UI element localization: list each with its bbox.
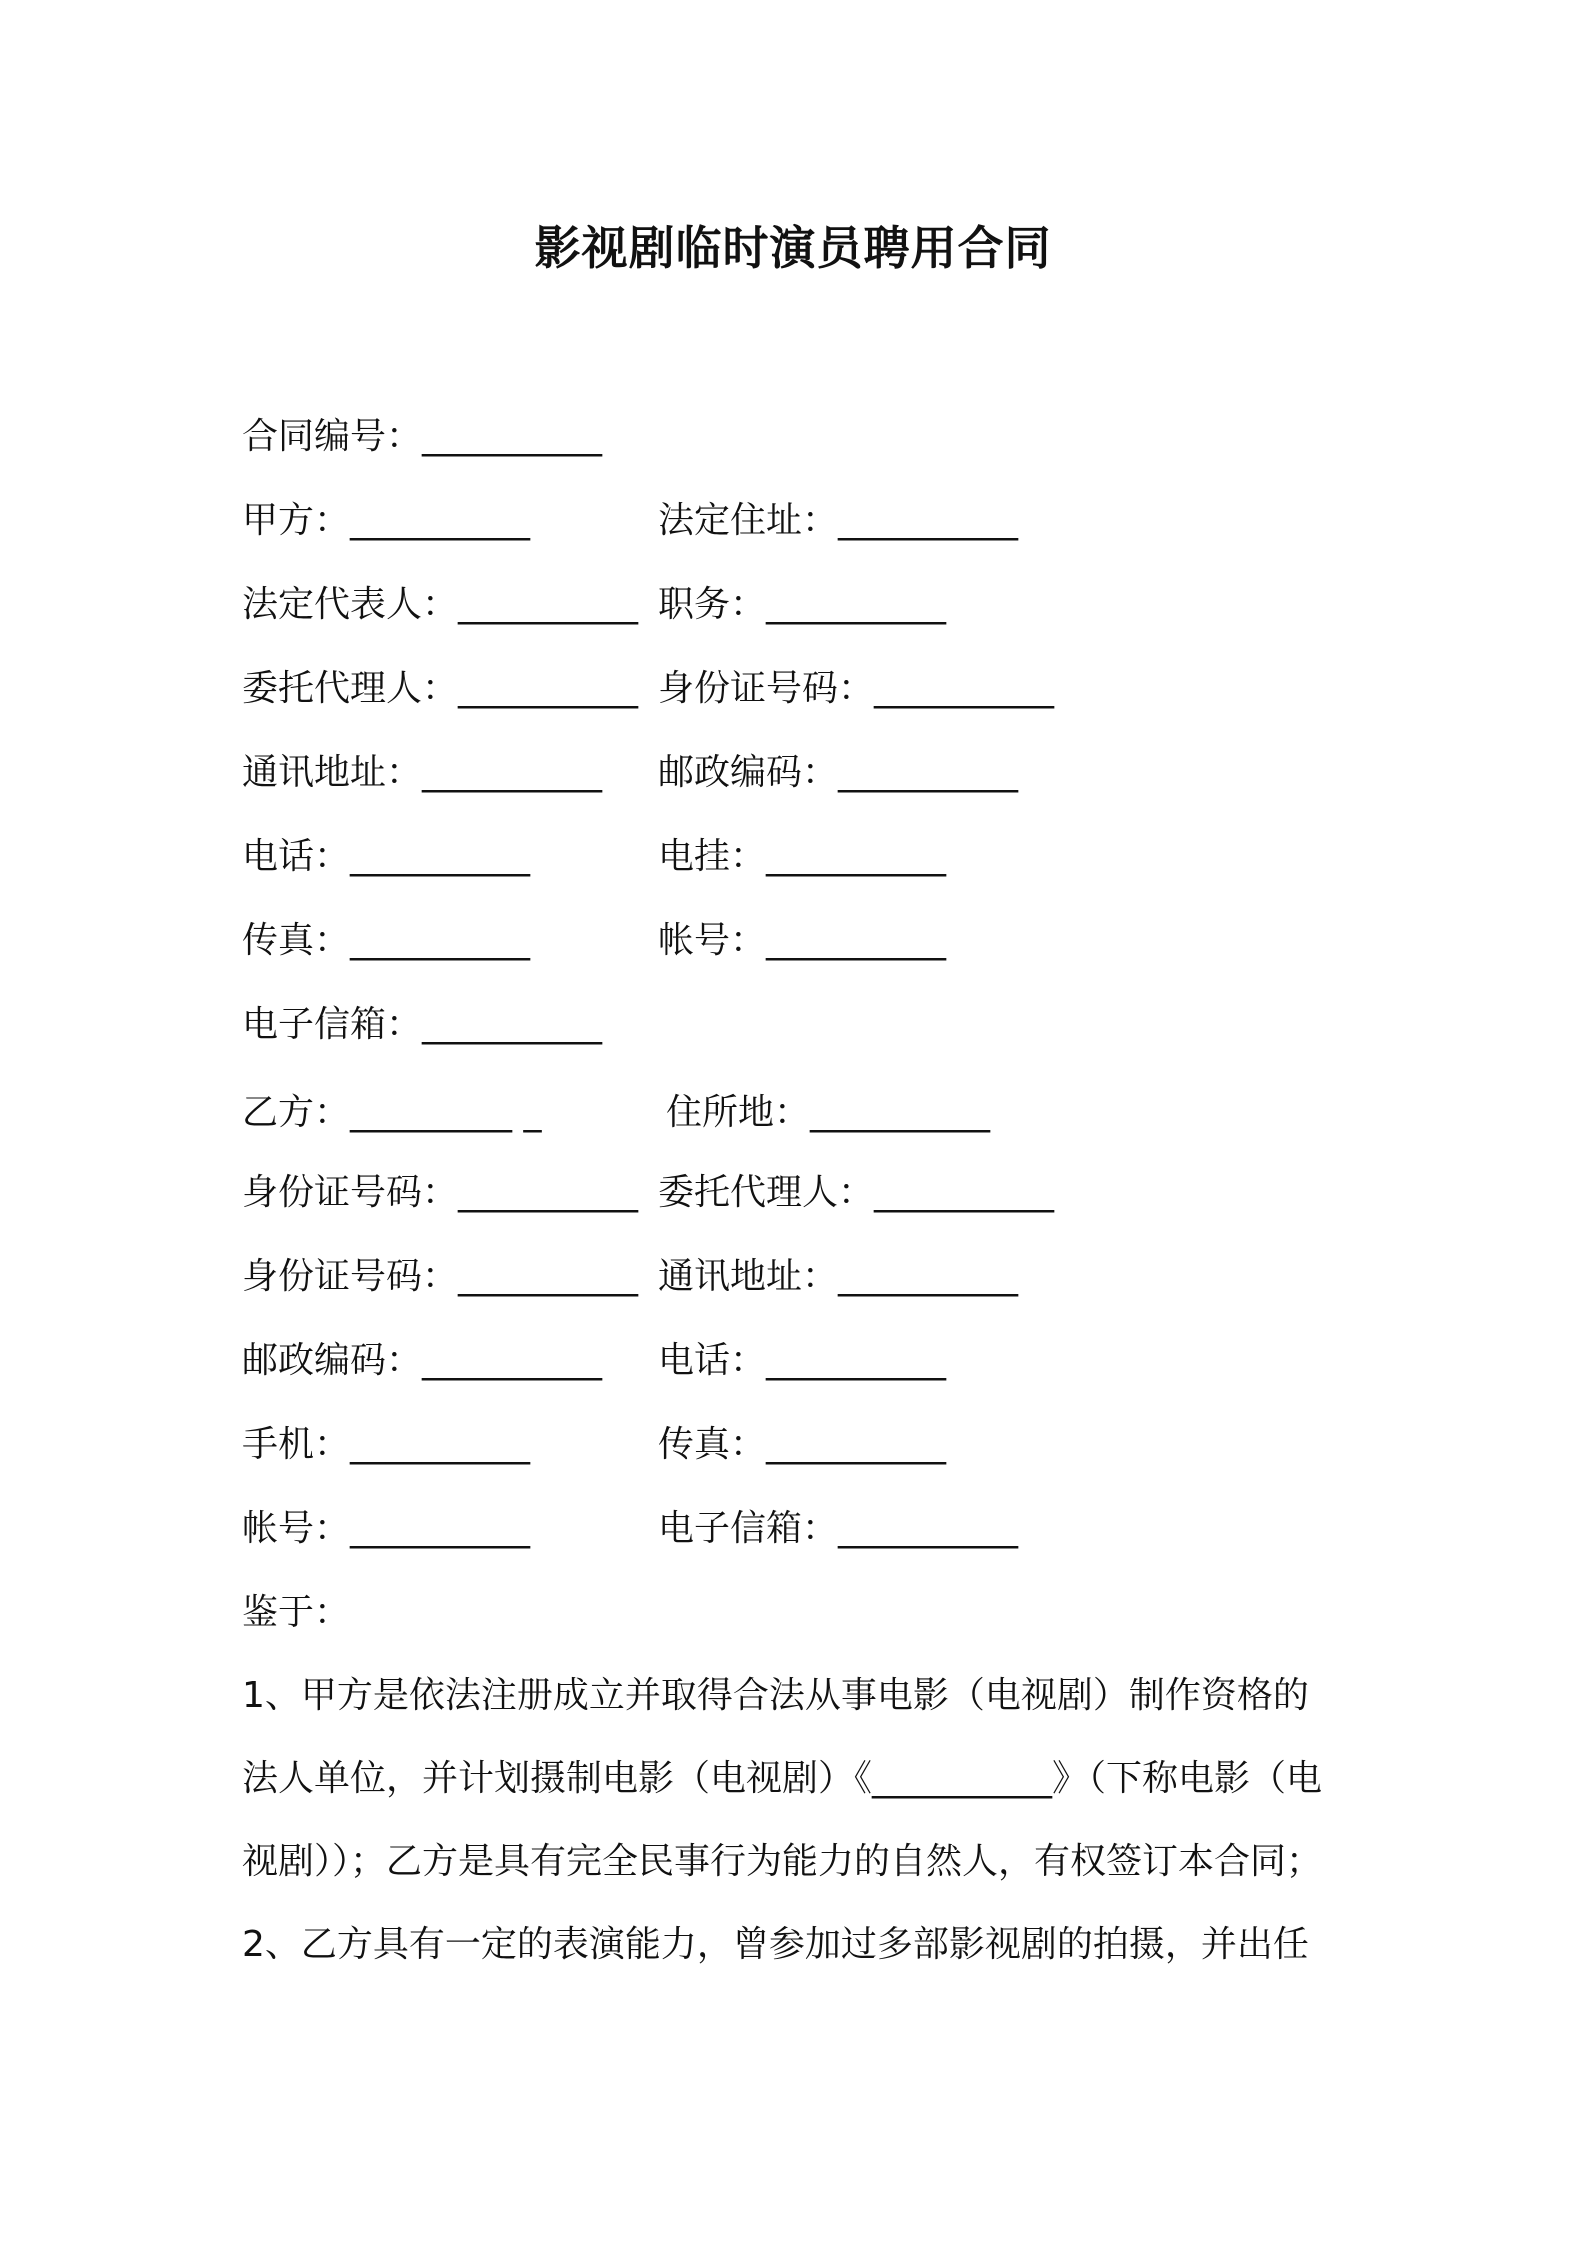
field-position: 职务：__________ [658,584,947,625]
field-postcode-b: 邮政编码：__________ [242,1340,603,1381]
field-row-contract-number [242,412,602,462]
field-row-party-a [242,496,1019,546]
field-account-b: 帐号：__________ [242,1508,531,1549]
field-mail-address-b: 通讯地址：__________ [658,1256,1019,1297]
field-row-fax-a [242,916,947,966]
clause-2-line-1: 2、乙方具有一定的表演能力，曾参加过多部影视剧的拍摄，并出任 [242,1924,1309,1965]
clause-1-line-3: 视剧））；乙方是具有完全民事行为能力的自然人，有权签订本合同； [242,1841,1323,1882]
whereas-label: 鉴于： [242,1592,351,1633]
field-id-number-b-2: 身份证号码：__________ [242,1256,639,1297]
field-residence-b: 住所地：__________ [666,1092,991,1133]
field-row-phone-a [242,832,947,882]
field-account-a: 帐号：__________ [658,920,947,961]
field-email-b: 电子信箱：__________ [658,1508,1019,1549]
field-agent-a: 委托代理人：__________ [242,668,639,709]
field-contract-number: 合同编号：__________ [242,416,603,457]
clause-1-line-1: 1、甲方是依法注册成立并取得合法从事电影（电视剧）制作资格的 [242,1675,1309,1716]
field-telegraph-a: 电挂：__________ [658,836,947,877]
field-fax-a: 传真：__________ [242,920,531,961]
field-mail-address-a: 通讯地址：__________ [242,752,603,793]
field-legal-representative: 法定代表人：__________ [242,584,639,625]
field-party-b: 乙方：_________ _ [242,1092,542,1133]
field-row-mobile-b [242,1420,947,1470]
field-postcode-a: 邮政编码：__________ [658,752,1019,793]
field-row-address-a [242,748,1019,798]
field-agent-b: 委托代理人：__________ [658,1172,1055,1213]
clause-1 [242,1654,1362,1903]
document-title: 影视剧临时演员聘用合同 [534,221,1052,275]
field-phone-b: 电话：__________ [658,1340,947,1381]
field-row-id-b-2 [242,1252,1019,1302]
clause-2 [242,1903,1362,1986]
field-row-email-a [242,1000,602,1050]
field-row-id-b [242,1168,1055,1218]
field-email-a: 电子信箱：__________ [242,1004,603,1045]
field-mobile-b: 手机：__________ [242,1424,531,1465]
field-row-account-b [242,1504,1019,1554]
field-party-a: 甲方：__________ [242,500,531,541]
field-fax-b: 传真：__________ [658,1424,947,1465]
field-phone-a: 电话：__________ [242,836,531,877]
field-legal-address: 法定住址：__________ [658,500,1019,541]
field-row-party-b [242,1088,991,1138]
field-id-number-a: 身份证号码：__________ [658,668,1055,709]
field-id-number-b: 身份证号码：__________ [242,1172,639,1213]
field-row-agent-a [242,664,1055,714]
field-row-legal-rep [242,580,947,630]
field-row-postcode-b [242,1336,947,1386]
clause-1-line-2: 法人单位，并计划摄制电影（电视剧）《__________》（下称电影（电 [242,1758,1323,1799]
